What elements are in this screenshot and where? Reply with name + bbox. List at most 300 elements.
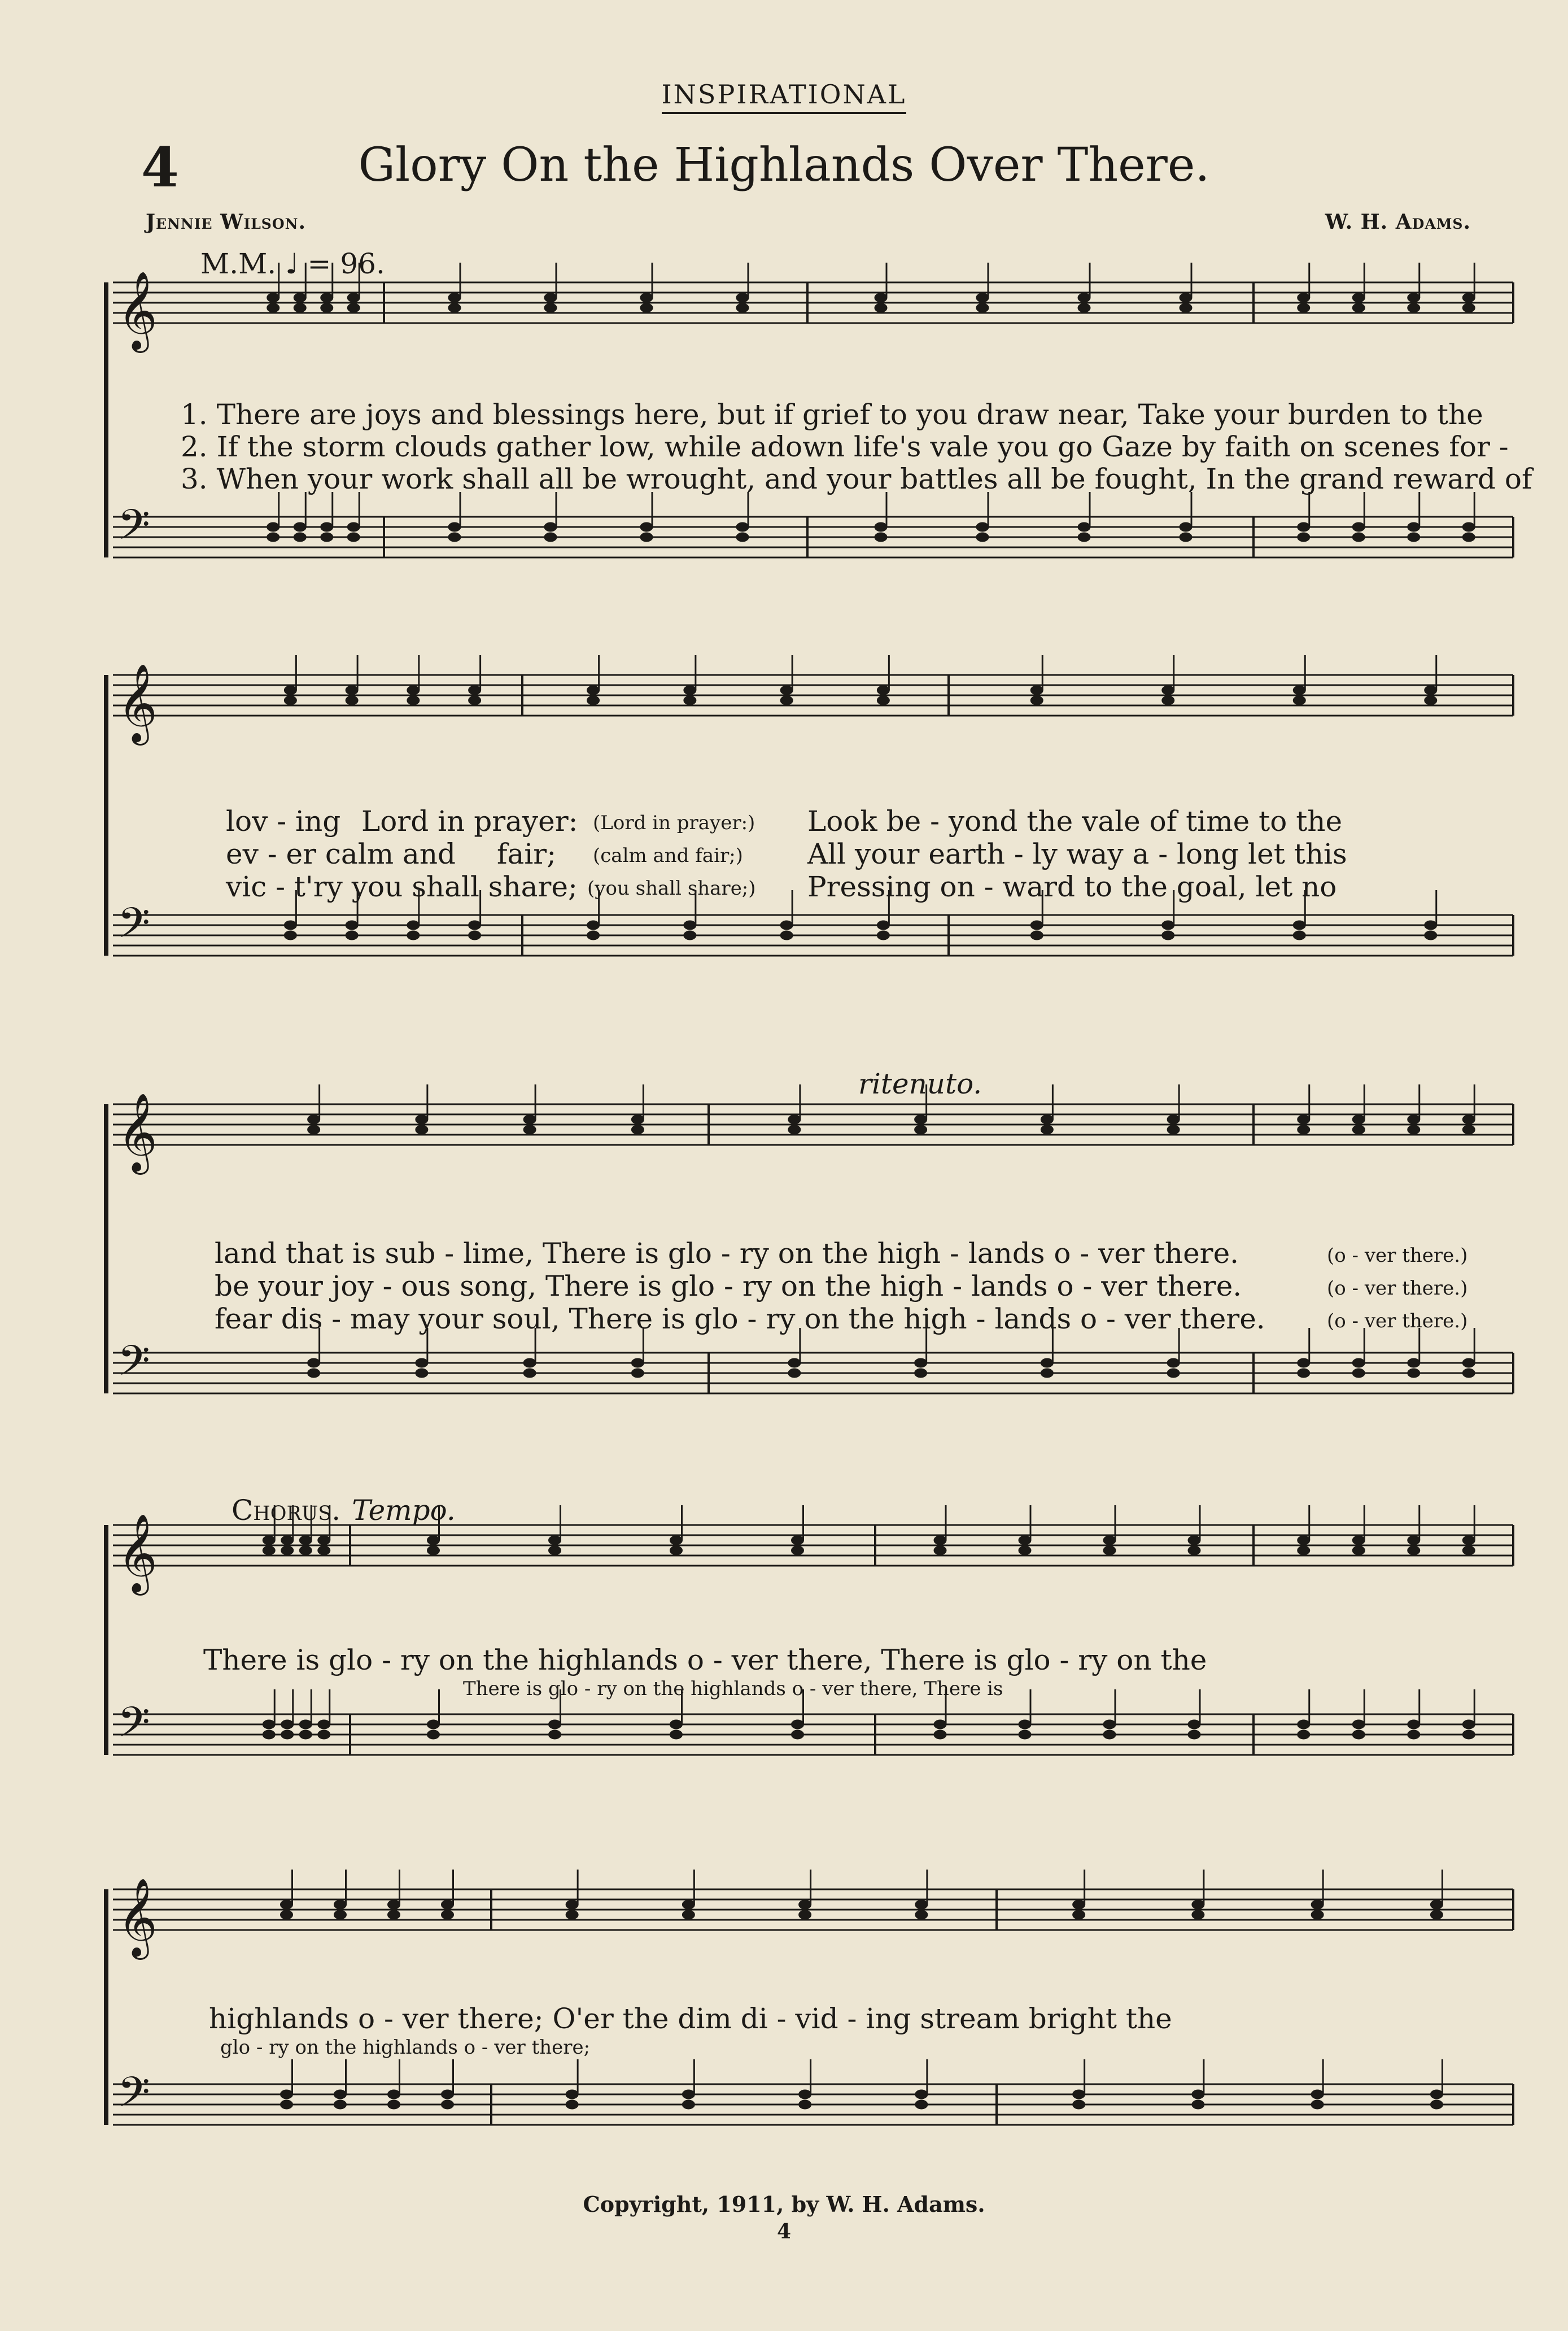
s3-line2-echo: (o - ver there.) (1327, 1277, 1468, 1300)
notehead (281, 1720, 294, 1729)
copyright: Copyright, 1911, by W. H. Adams. (583, 2191, 985, 2217)
notehead (1298, 533, 1310, 542)
notehead (1425, 686, 1437, 695)
notehead (299, 1730, 312, 1739)
chorus-line2: highlands o - ver there; O'er the dim di - vid - ing stream bright the (209, 2002, 1172, 2035)
notehead (346, 686, 358, 695)
notehead (388, 2090, 400, 2099)
lyricist: Jennie Wilson. (146, 210, 306, 234)
notehead (1311, 2100, 1324, 2109)
notehead (544, 293, 557, 302)
notehead (1167, 1125, 1180, 1134)
notehead (1073, 1900, 1085, 1909)
chorus-line1-lower: There is glo - ry on the highlands o - ver there, There is (463, 1678, 1003, 1700)
notehead (799, 1910, 811, 1919)
notehead (416, 1369, 428, 1378)
notehead (318, 1536, 330, 1545)
notehead (684, 921, 696, 930)
notehead (263, 1730, 275, 1739)
notehead (284, 931, 296, 940)
notehead (684, 686, 696, 695)
tempo-marking: M.M. ♩ = 96. (200, 247, 385, 280)
notehead (682, 2090, 695, 2099)
notehead (549, 1536, 561, 1545)
notehead (780, 931, 793, 940)
notehead (1103, 1546, 1116, 1555)
notehead (442, 2100, 454, 2109)
s3-line1-echo: (o - ver there.) (1327, 1244, 1468, 1267)
notehead (792, 1536, 804, 1545)
notehead (1352, 1546, 1365, 1555)
notehead (1298, 1730, 1310, 1739)
notehead (334, 2100, 347, 2109)
notehead (1192, 1910, 1204, 1919)
notehead (1162, 686, 1174, 695)
notehead (308, 1115, 320, 1124)
notehead (427, 1536, 440, 1545)
notehead (321, 303, 333, 312)
notehead (736, 522, 749, 531)
notehead (1103, 1720, 1116, 1729)
notehead (263, 1546, 275, 1555)
notehead (1041, 1115, 1053, 1124)
notehead (1298, 1369, 1310, 1378)
notehead (267, 303, 279, 312)
s2-line1-d: Look be - yond the vale of time to the (807, 805, 1343, 838)
notehead (321, 533, 333, 542)
notehead (407, 931, 420, 940)
notehead (877, 921, 889, 930)
notehead (1408, 293, 1420, 302)
notehead (347, 522, 360, 531)
notehead (1311, 1910, 1324, 1919)
notehead (267, 522, 279, 531)
s3-line1: land that is sub - lime, There is glo - ry on the high - lands o - ver there. (215, 1237, 1239, 1270)
notehead (566, 1900, 578, 1909)
notehead (792, 1720, 804, 1729)
notehead (1425, 696, 1437, 705)
notehead (670, 1546, 683, 1555)
notehead (416, 1358, 428, 1367)
notehead (263, 1536, 275, 1545)
notehead (631, 1115, 644, 1124)
notehead (1192, 2090, 1204, 2099)
notehead (294, 303, 306, 312)
notehead (1180, 293, 1192, 302)
notehead (1019, 1536, 1031, 1545)
notehead (347, 533, 360, 542)
composer: W. H. Adams. (1325, 210, 1471, 234)
notehead (1430, 1900, 1443, 1909)
chorus-line2-lower: glo - ry on the highlands o - ver there; (220, 2036, 591, 2059)
notehead (1462, 1369, 1475, 1378)
notehead (875, 533, 887, 542)
notehead (523, 1115, 536, 1124)
notehead (281, 1730, 294, 1739)
notehead (388, 1910, 400, 1919)
notehead (1408, 522, 1420, 531)
notehead (448, 293, 461, 302)
notehead (1019, 1546, 1031, 1555)
notehead (670, 1730, 683, 1739)
notehead (523, 1125, 536, 1134)
notehead (631, 1125, 644, 1134)
notehead (1352, 1358, 1365, 1367)
notehead (1298, 522, 1310, 531)
notehead (1078, 293, 1090, 302)
notehead (631, 1369, 644, 1378)
notehead (281, 2100, 293, 2109)
notehead (1298, 1358, 1310, 1367)
notehead (640, 293, 653, 302)
notehead (284, 921, 296, 930)
notehead (1162, 931, 1174, 940)
notehead (549, 1546, 561, 1555)
notehead (346, 921, 358, 930)
notehead (792, 1730, 804, 1739)
notehead (346, 696, 358, 705)
notehead (1430, 2090, 1443, 2099)
notehead (1462, 1536, 1475, 1545)
notehead (877, 931, 889, 940)
notehead (318, 1546, 330, 1555)
notehead (1430, 2100, 1443, 2109)
notehead (780, 921, 793, 930)
treble-clef-icon: 𝄞 (117, 1514, 158, 1592)
bass-clef-icon: 𝄢 (117, 1336, 150, 1396)
notehead (1352, 533, 1365, 542)
notehead (640, 303, 653, 312)
s3-line3-echo: (o - ver there.) (1327, 1310, 1468, 1332)
notehead (1408, 1125, 1420, 1134)
notehead (1408, 1730, 1420, 1739)
notehead (875, 303, 887, 312)
notehead (780, 696, 793, 705)
s2-line1-c: (Lord in prayer:) (593, 812, 755, 834)
notehead (1293, 696, 1305, 705)
bass-clef-icon: 𝄢 (117, 2068, 150, 2127)
notehead (915, 1910, 928, 1919)
notehead (788, 1358, 801, 1367)
notehead (1462, 293, 1475, 302)
notehead (934, 1546, 946, 1555)
notehead (1352, 1369, 1365, 1378)
notehead (1430, 1910, 1443, 1919)
notehead (1462, 522, 1475, 531)
notehead (915, 1358, 927, 1367)
s3-line2: be your joy - ous song, There is glo - ry on the high - lands o - ver there. (215, 1270, 1242, 1302)
notehead (299, 1536, 312, 1545)
notehead (682, 1900, 695, 1909)
bass-clef-icon: 𝄢 (117, 500, 150, 560)
notehead (875, 522, 887, 531)
notehead (915, 2090, 928, 2099)
bass-clef-icon: 𝄢 (117, 899, 150, 958)
notehead (442, 2090, 454, 2099)
s2-line3-c: (you shall share;) (587, 877, 756, 900)
notehead (915, 1115, 927, 1124)
notehead (1425, 921, 1437, 930)
notehead (736, 533, 749, 542)
notehead (1188, 1536, 1200, 1545)
notehead (388, 2100, 400, 2109)
notehead (299, 1546, 312, 1555)
section-header: INSPIRATIONAL (0, 79, 1568, 110)
notehead (448, 522, 461, 531)
notehead (976, 303, 989, 312)
notehead (1078, 303, 1090, 312)
notehead (736, 293, 749, 302)
notehead (407, 921, 420, 930)
notehead (587, 686, 600, 695)
notehead (1073, 2090, 1085, 2099)
notehead (1041, 1125, 1053, 1134)
s2-line2-c: (calm and fair;) (593, 844, 743, 867)
treble-clef-icon: 𝄞 (117, 271, 158, 350)
notehead (915, 1369, 927, 1378)
notehead (308, 1358, 320, 1367)
notehead (566, 1910, 578, 1919)
hymn-title: Glory On the Highlands Over There. (358, 138, 1210, 192)
notehead (321, 522, 333, 531)
notehead (1352, 303, 1365, 312)
treble-clef-icon: 𝄞 (117, 1878, 158, 1957)
notehead (294, 533, 306, 542)
notehead (684, 931, 696, 940)
notehead (1030, 696, 1043, 705)
notehead (1462, 1115, 1475, 1124)
notehead (566, 2090, 578, 2099)
notehead (523, 1369, 536, 1378)
notehead (1192, 1900, 1204, 1909)
notehead (1352, 1536, 1365, 1545)
notehead (1192, 2100, 1204, 2109)
notehead (1298, 1720, 1310, 1729)
notehead (1462, 1720, 1475, 1729)
notehead (877, 696, 889, 705)
notehead (318, 1730, 330, 1739)
notehead (1352, 1730, 1365, 1739)
notehead (934, 1536, 946, 1545)
notehead (1073, 2100, 1085, 2109)
s2-line1-b: Lord in prayer: (361, 805, 578, 838)
notehead (1030, 931, 1043, 940)
notehead (1425, 931, 1437, 940)
notehead (448, 303, 461, 312)
notehead (640, 522, 653, 531)
notehead (1298, 1536, 1310, 1545)
notehead (1408, 533, 1420, 542)
notehead (1462, 1546, 1475, 1555)
notehead (346, 931, 358, 940)
notehead (347, 303, 360, 312)
notehead (1352, 293, 1365, 302)
notehead (877, 686, 889, 695)
notehead (788, 1125, 801, 1134)
notehead (1103, 1536, 1116, 1545)
notehead (1408, 1369, 1420, 1378)
s2-line3-a: vic - t'ry you shall share; (226, 870, 578, 903)
notehead (1180, 533, 1192, 542)
notehead (1352, 1115, 1365, 1124)
notehead (416, 1115, 428, 1124)
notehead (1298, 293, 1310, 302)
verse-line-1: 1. There are joys and blessings here, but if grief to you draw near, Take your burden to the (181, 398, 1483, 431)
notehead (544, 533, 557, 542)
notehead (281, 1900, 293, 1909)
notehead (1298, 303, 1310, 312)
notehead (1408, 1358, 1420, 1367)
notehead (1167, 1115, 1180, 1124)
notehead (321, 293, 333, 302)
notehead (587, 696, 600, 705)
treble-clef-icon: 𝄞 (117, 1093, 158, 1171)
notehead (442, 1910, 454, 1919)
notehead (469, 686, 481, 695)
notehead (670, 1720, 683, 1729)
notehead (934, 1720, 946, 1729)
notehead (1462, 1730, 1475, 1739)
notehead (523, 1358, 536, 1367)
notehead (1462, 1358, 1475, 1367)
notehead (427, 1546, 440, 1555)
notehead (1311, 1900, 1324, 1909)
notehead (1188, 1730, 1200, 1739)
notehead (469, 696, 481, 705)
notehead (407, 696, 420, 705)
notehead (1030, 921, 1043, 930)
notehead (1352, 1125, 1365, 1134)
verse-line-2: 2. If the storm clouds gather low, while adown life's vale you go Gaze by faith on scenes for - (181, 430, 1509, 463)
notehead (587, 931, 600, 940)
notehead (915, 1900, 928, 1909)
notehead (1408, 303, 1420, 312)
notehead (1352, 1720, 1365, 1729)
notehead (388, 1900, 400, 1909)
notehead (1162, 921, 1174, 930)
notehead (1408, 1536, 1420, 1545)
notehead (1073, 1910, 1085, 1919)
notehead (1408, 1546, 1420, 1555)
notehead (1041, 1358, 1053, 1367)
notehead (549, 1720, 561, 1729)
notehead (294, 293, 306, 302)
notehead (267, 533, 279, 542)
s2-line2-b: fair; (497, 838, 557, 870)
notehead (1041, 1369, 1053, 1378)
notehead (1078, 522, 1090, 531)
notehead (1352, 522, 1365, 531)
notehead (1103, 1730, 1116, 1739)
notehead (1298, 1115, 1310, 1124)
notehead (682, 1910, 695, 1919)
notehead (788, 1369, 801, 1378)
notehead (1293, 686, 1305, 695)
notehead (299, 1720, 312, 1729)
notehead (1188, 1546, 1200, 1555)
notehead (1019, 1720, 1031, 1729)
notehead (976, 293, 989, 302)
notehead (1408, 1115, 1420, 1124)
notehead (281, 1546, 294, 1555)
notehead (875, 293, 887, 302)
notehead (284, 696, 296, 705)
notehead (682, 2100, 695, 2109)
notehead (347, 293, 360, 302)
bass-clef-icon: 𝄢 (117, 1698, 150, 1757)
notehead (1311, 2090, 1324, 2099)
notehead (1298, 1125, 1310, 1134)
notehead (281, 1910, 293, 1919)
notehead (799, 2090, 811, 2099)
s3-line3: fear dis - may your soul, There is glo - ry on the high - lands o - ver there. (215, 1302, 1265, 1335)
notehead (1462, 1125, 1475, 1134)
s2-line2-a: ev - er calm and (226, 838, 456, 870)
notehead (416, 1125, 428, 1134)
notehead (792, 1546, 804, 1555)
notehead (684, 696, 696, 705)
notehead (799, 2100, 811, 2109)
notehead (334, 2090, 347, 2099)
notehead (442, 1900, 454, 1909)
page-number: 4 (776, 2220, 792, 2243)
notehead (976, 522, 989, 531)
notehead (1462, 303, 1475, 312)
notehead (281, 2090, 293, 2099)
notehead (915, 2100, 928, 2109)
verse-line-3: 3. When your work shall all be wrought, and your battles all be fought, In the grand reward of (181, 463, 1532, 495)
chorus-line1: There is glo - ry on the highlands o - ver there, There is glo - ry on the (203, 1644, 1207, 1676)
treble-clef-icon: 𝄞 (117, 664, 158, 742)
notehead (1298, 1546, 1310, 1555)
notehead (934, 1730, 946, 1739)
notehead (566, 2100, 578, 2109)
ritenuto-marking: ritenuto. (858, 1068, 982, 1100)
notehead (1019, 1730, 1031, 1739)
notehead (281, 1536, 294, 1545)
notehead (1180, 303, 1192, 312)
notehead (976, 533, 989, 542)
notehead (1293, 931, 1305, 940)
notehead (334, 1910, 347, 1919)
notehead (1180, 522, 1192, 531)
notehead (1167, 1369, 1180, 1378)
notehead (469, 921, 481, 930)
notehead (407, 686, 420, 695)
s2-line3-d: Pressing on - ward to the goal, let no (807, 870, 1337, 903)
notehead (308, 1369, 320, 1378)
notehead (1167, 1358, 1180, 1367)
notehead (427, 1720, 440, 1729)
notehead (1408, 1720, 1420, 1729)
notehead (469, 931, 481, 940)
notehead (1293, 921, 1305, 930)
notehead (544, 303, 557, 312)
notehead (294, 522, 306, 531)
notehead (736, 303, 749, 312)
notehead (263, 1720, 275, 1729)
notehead (1078, 533, 1090, 542)
notehead (427, 1730, 440, 1739)
notehead (549, 1730, 561, 1739)
notehead (670, 1536, 683, 1545)
notehead (448, 533, 461, 542)
hymn-number: 4 (141, 136, 179, 199)
notehead (780, 686, 793, 695)
s2-line2-d: All your earth - ly way a - long let this (807, 838, 1347, 870)
notehead (788, 1115, 801, 1124)
notehead (267, 293, 279, 302)
